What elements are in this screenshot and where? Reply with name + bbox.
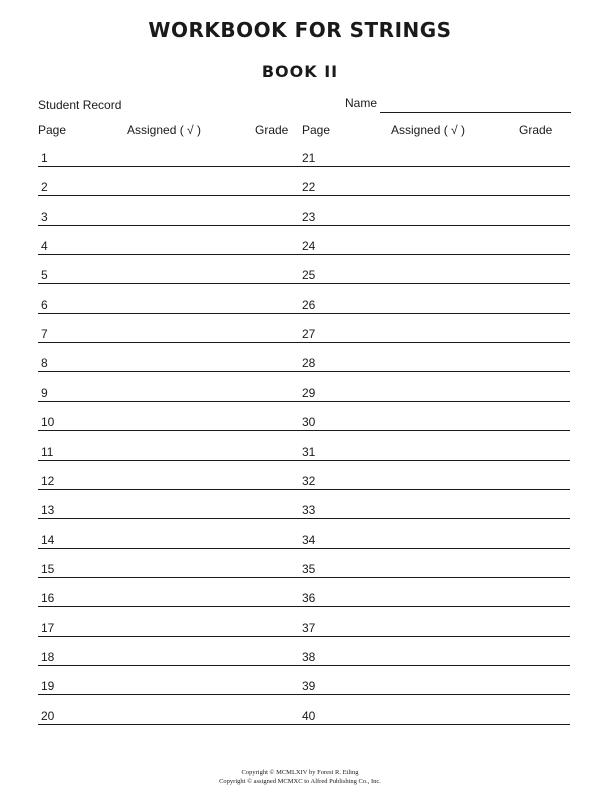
- table-row: [301, 354, 570, 372]
- column-header-assigned-left: Assigned ( √ ): [127, 123, 201, 137]
- page-number-left: 5: [41, 268, 48, 282]
- page-number-left: 7: [41, 327, 48, 341]
- page-number-right: 27: [302, 327, 316, 341]
- column-header-page-right: Page: [302, 123, 331, 137]
- table-row: [301, 589, 570, 607]
- student-record-label: Student Record: [38, 98, 122, 112]
- page-number-right: 39: [302, 679, 316, 693]
- page-number-left: 13: [41, 503, 55, 517]
- page-number-right: 38: [302, 650, 316, 664]
- page-number-right: 33: [302, 503, 316, 517]
- page-number-right: 30: [302, 415, 316, 429]
- table-row: [301, 531, 570, 549]
- column-header-grade-left: Grade: [255, 123, 289, 137]
- table-row: [301, 178, 570, 196]
- page-number-left: 6: [41, 298, 48, 312]
- page-number-left: 16: [41, 591, 55, 605]
- table-row: [301, 208, 570, 226]
- page-number-left: 18: [41, 650, 55, 664]
- table-row: [301, 707, 570, 725]
- page-number-right: 40: [302, 709, 316, 723]
- page-number-left: 19: [41, 679, 55, 693]
- page-number-left: 8: [41, 356, 48, 370]
- book-subtitle: BOOK II: [261, 62, 339, 81]
- name-field-line[interactable]: [380, 112, 571, 113]
- table-row: [301, 443, 570, 461]
- table-row: [301, 560, 570, 578]
- table-row: [301, 413, 570, 431]
- table-row: [301, 619, 570, 637]
- page-number-left: 20: [41, 709, 55, 723]
- page-number-right: 36: [302, 591, 316, 605]
- page-number-right: 26: [302, 298, 316, 312]
- copyright-line-1: Copyright © MCMLXIV by Forest R. Etling: [241, 769, 359, 776]
- name-label: Name: [345, 96, 378, 110]
- page-number-left: 4: [41, 239, 48, 253]
- page-number-right: 37: [302, 621, 316, 635]
- page-number-left: 3: [41, 210, 48, 224]
- page-number-right: 32: [302, 474, 316, 488]
- page-number-left: 15: [41, 562, 55, 576]
- page-number-left: 1: [41, 151, 48, 165]
- page-number-left: 14: [41, 533, 55, 547]
- page-number-right: 34: [302, 533, 316, 547]
- column-header-grade-right: Grade: [519, 123, 553, 137]
- table-row: [301, 472, 570, 490]
- column-header-assigned-right: Assigned ( √ ): [391, 123, 465, 137]
- page-number-right: 25: [302, 268, 316, 282]
- table-row: [301, 237, 570, 255]
- table-row: [301, 501, 570, 519]
- page-number-right: 21: [302, 151, 316, 165]
- page-number-right: 28: [302, 356, 316, 370]
- page-number-left: 10: [41, 415, 55, 429]
- page-number-left: 11: [41, 445, 54, 459]
- table-row: [301, 266, 570, 284]
- page-number-right: 22: [302, 180, 316, 194]
- page-number-right: 23: [302, 210, 316, 224]
- page-number-right: 29: [302, 386, 316, 400]
- table-row: [301, 677, 570, 695]
- table-row: [301, 648, 570, 666]
- page-number-left: 2: [41, 180, 48, 194]
- page-number-right: 35: [302, 562, 316, 576]
- page-title: WORKBOOK FOR STRINGS: [148, 18, 452, 42]
- page-number-right: 31: [302, 445, 316, 459]
- page-number-left: 9: [41, 386, 48, 400]
- column-header-page-left: Page: [38, 123, 67, 137]
- page-number-left: 17: [41, 621, 55, 635]
- page-number-right: 24: [302, 239, 316, 253]
- table-row: [301, 325, 570, 343]
- table-row: [301, 296, 570, 314]
- copyright-line-2: Copyright © assigned MCMXC to Alfred Publishing Co., Inc.: [219, 778, 381, 785]
- table-row: [301, 149, 570, 167]
- page-number-left: 12: [41, 474, 55, 488]
- table-row: [301, 384, 570, 402]
